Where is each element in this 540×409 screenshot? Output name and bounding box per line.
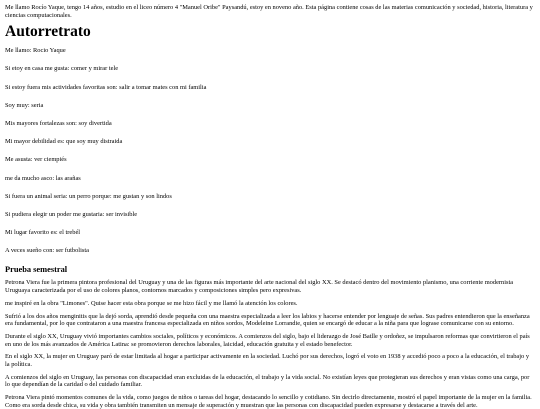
intro-paragraph: Me llamo Rocío Yaque, tengo 14 años, estudio en el liceo número 4 "Manuel Oribe" Paysandú, estoy en noveno año. Esta página contiene cosas de las materias comunicación y sociedad, historia, literatura y ciencias computacionales. bbox=[5, 4, 533, 19]
autoretrato-item: Me llamo: Rocio Yaque bbox=[5, 47, 66, 55]
autoretrato-item: me da mucho asco: las arañas bbox=[5, 174, 81, 182]
autoretrato-item: A veces sueño con: ser futbolista bbox=[5, 247, 89, 255]
autoretrato-item: Si fuera un animal seria: un perro porque: me gustan y son lindos bbox=[5, 192, 172, 200]
section-paragraph: Petrona Viera pintó momentos comunes de la vida, como juegos de niños o tareas del hogar, destacando lo sencillo y cotidiano. Sin decirlo directamente, mostró el papel importante de la mujer en la familia. Como era sorda desde chica, su vida y obra también transmiten un mensaje de superación y muestran que las personas con discapacidad pueden expresarse y destacarse a través del arte. bbox=[5, 394, 532, 409]
autoretrato-title: Autorretrato bbox=[5, 23, 91, 41]
section-paragraph: A comienzos del siglo en Uruguay, las personas con discapacidad eran excluidas de la educación, el trabajo y la vida social. No existían leyes que protegieran sus derechos y eran vistas como una carga, por lo que dependían de la caridad o del cuidado familiar. bbox=[5, 373, 530, 389]
section-paragraph: En el siglo XX, la mujer en Uruguay paró de estar limitada al hogar a participar activamente en la sociedad. Luchó por sus derechos, logró el voto en 1938 y accedió poco a poco a la educación, el trabajo y la política. bbox=[5, 353, 530, 368]
section-paragraph: Petrona Viera fue la primera pintora profesional del Uruguay y una de las figuras más importante del arte nacional del siglo XX. Se destacó dentro del movimiento planismo, una corriente modernista Uruguaya caracterizada por el uso de colores planos, contornos marcados y composiciones simples pero expresivas. bbox=[5, 279, 514, 295]
autoretrato-item: Soy muy: seria bbox=[5, 101, 44, 109]
autoretrato-item: Mis mayores fortalezas son: soy divertida bbox=[5, 119, 112, 127]
autoretrato-item: Si estoy fuera mis actividades favoritas son: salir a tomar mates con mi familia bbox=[5, 83, 207, 91]
section-paragraph: Sufrió a los dos años menginitis que la dejó sorda, aprendió desde pequeña con una maestra especializada a leer los labios y hacerse entender por lenguaje de señas. Sus padres entendieron que la enseñanza era fundamental, por lo que contrataron a una maestra francesa especializada en niños sordos, Modeleine Lorrandie, quien se encargó de educar a la niña para que lograse comunicarse con su entorno. bbox=[5, 312, 530, 328]
section-paragraph: me inspiré en la obra "Limones". Quise hacer esta obra porque se me hizo fácil y me llamó la atención los colores. bbox=[5, 299, 298, 307]
autoretrato-item: Me asusta: ver ciempiés bbox=[5, 156, 67, 164]
section-body bbox=[5, 279, 535, 409]
section-paragraph: Durante el siglo XX, Uruguay vivió importantes cambios sociales, políticos y económicos. A comienzos del siglo, bajo el liderazgo de José Batlle y ordoñez, se impulsaron reformas que convirtieron el país en uno de los más avanzados de América Latina: se promovieron derechos laborales, laicidad, educación gratuita y el estado benefector. bbox=[5, 332, 530, 348]
autoretrato-item: Si etoy en casa me gusta: comer y mirar tele bbox=[5, 65, 119, 73]
section-title: Prueba semestral bbox=[5, 265, 68, 275]
autoretrato-list bbox=[5, 47, 535, 255]
autoretrato-item: Mi mayor debilidad es: que soy muy distraida bbox=[5, 138, 123, 146]
autoretrato-item: Mi lugar favorito es: el trebél bbox=[5, 229, 81, 237]
autoretrato-item: Si pudiera elegir un poder me gustaria: ser invisible bbox=[5, 210, 138, 218]
